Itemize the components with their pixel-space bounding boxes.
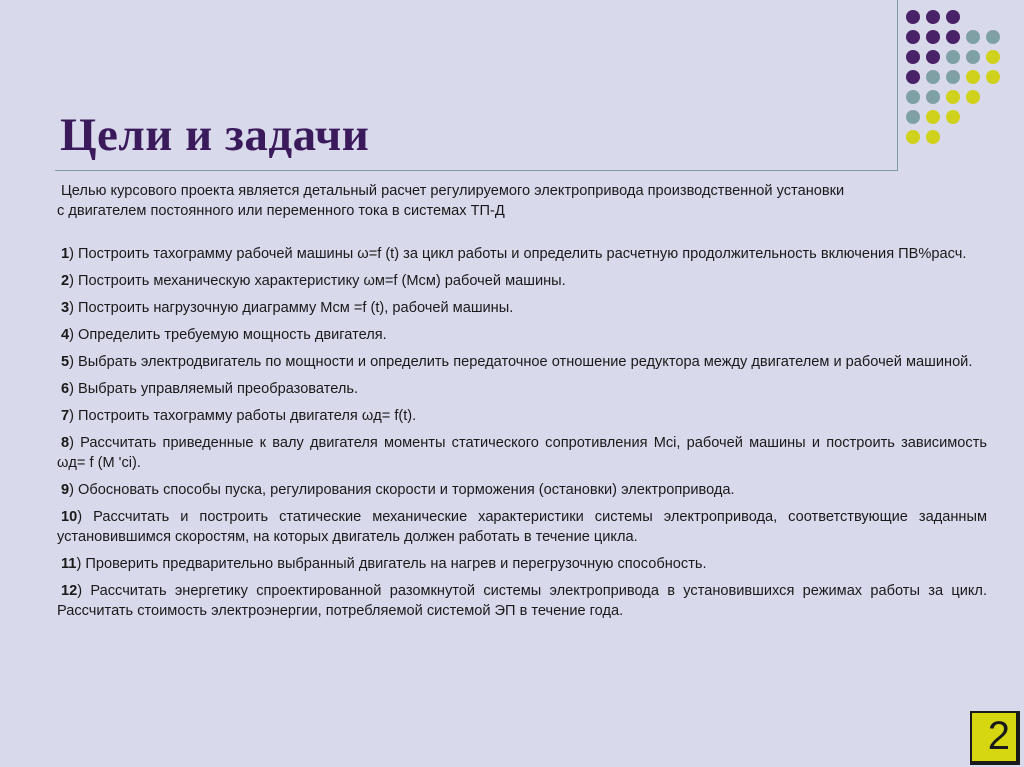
page-number: 2 xyxy=(987,714,1010,758)
task-number: 4 xyxy=(61,327,70,343)
dot xyxy=(946,110,960,124)
dot xyxy=(986,30,1000,44)
page-number-box xyxy=(970,711,1020,765)
task-text: ) Рассчитать энергетику спроектированной разомкнутой системы электропривода в установившихся режимах работы за цикл. Рассчитать стоимость электроэнергии, потребляемой системой ЭП в течение года. xyxy=(57,583,987,619)
dot xyxy=(906,90,920,104)
task-number: 7 xyxy=(61,408,70,424)
dot xyxy=(946,10,960,24)
dot xyxy=(986,70,1000,84)
dot xyxy=(946,30,960,44)
intro-line-1: Целью курсового проекта является детальный расчет регулируемого электропривода производственной установки xyxy=(61,183,845,199)
dot xyxy=(906,110,920,124)
task-item xyxy=(57,507,987,547)
task-text: ) Обосновать способы пуска, регулирования скорости и торможения (остановки) электропривода. xyxy=(69,482,735,498)
dot xyxy=(986,50,1000,64)
task-text: ) Построить тахограмму работы двигателя ωд= f(t). xyxy=(69,408,417,424)
task-item xyxy=(57,433,987,473)
slide-title: Цели и задачи xyxy=(60,109,370,161)
dot xyxy=(966,50,980,64)
task-text: ) Построить нагрузочную диаграмму Mсм =f (t), рабочей машины. xyxy=(69,300,514,316)
task-item xyxy=(57,480,987,500)
task-number: 10 xyxy=(61,509,78,525)
task-list xyxy=(57,244,987,621)
dot xyxy=(926,90,940,104)
task-text: ) Построить тахограмму рабочей машины ω=f (t) за цикл работы и определить расчетную продолжительность включения ПВ%расч. xyxy=(69,246,967,262)
task-number: 9 xyxy=(61,482,70,498)
task-number: 12 xyxy=(61,583,78,599)
task-text: ) Построить механическую характеристику ωм=f (Mсм) рабочей машины. xyxy=(69,273,566,289)
intro-paragraph xyxy=(57,181,987,221)
task-number: 2 xyxy=(61,273,70,289)
dot xyxy=(906,30,920,44)
task-item xyxy=(57,271,987,291)
dot xyxy=(926,50,940,64)
task-item xyxy=(57,244,987,264)
task-text: ) Рассчитать приведенные к валу двигателя моменты статического сопротивления Mсi, рабочей машины и построить зависимость ωд= f (M 'сi). xyxy=(57,435,987,471)
task-number: 3 xyxy=(61,300,70,316)
dot xyxy=(926,110,940,124)
task-item xyxy=(57,298,987,318)
task-number: 6 xyxy=(61,381,70,397)
dot xyxy=(906,130,920,144)
dot xyxy=(966,70,980,84)
vertical-divider xyxy=(897,0,898,171)
decorative-dot-grid xyxy=(906,10,1016,140)
intro-line-2: с двигателем постоянного или переменного тока в системах ТП-Д xyxy=(57,203,505,219)
task-number: 5 xyxy=(61,354,70,370)
task-item xyxy=(57,406,987,426)
task-number: 11 xyxy=(61,556,77,572)
task-text: ) Выбрать электродвигатель по мощности и определить передаточное отношение редуктора между двигателем и рабочей машиной. xyxy=(69,354,973,370)
dot xyxy=(926,130,940,144)
dot xyxy=(946,90,960,104)
dot xyxy=(906,10,920,24)
dot xyxy=(906,70,920,84)
dot xyxy=(966,30,980,44)
task-item xyxy=(57,352,987,372)
dot xyxy=(946,50,960,64)
dot xyxy=(926,10,940,24)
title-underline xyxy=(55,170,898,171)
dot xyxy=(926,70,940,84)
dot xyxy=(966,90,980,104)
task-text: ) Проверить предварительно выбранный двигатель на нагрев и перегрузочную способность. xyxy=(76,556,707,572)
task-item xyxy=(57,581,987,621)
task-item xyxy=(57,325,987,345)
task-item xyxy=(57,379,987,399)
task-text: ) Выбрать управляемый преобразователь. xyxy=(69,381,359,397)
task-number: 8 xyxy=(61,435,70,451)
task-item xyxy=(57,554,987,574)
slide-body xyxy=(57,181,987,628)
task-number: 1 xyxy=(61,246,70,262)
task-text: ) Определить требуемую мощность двигателя. xyxy=(69,327,387,343)
task-text: ) Рассчитать и построить статические механические характеристики системы электропривода, соответствующие заданным установившимся скоростям, на которых двигатель должен работать в течение цикла. xyxy=(57,509,987,545)
dot xyxy=(946,70,960,84)
dot xyxy=(926,30,940,44)
dot xyxy=(906,50,920,64)
